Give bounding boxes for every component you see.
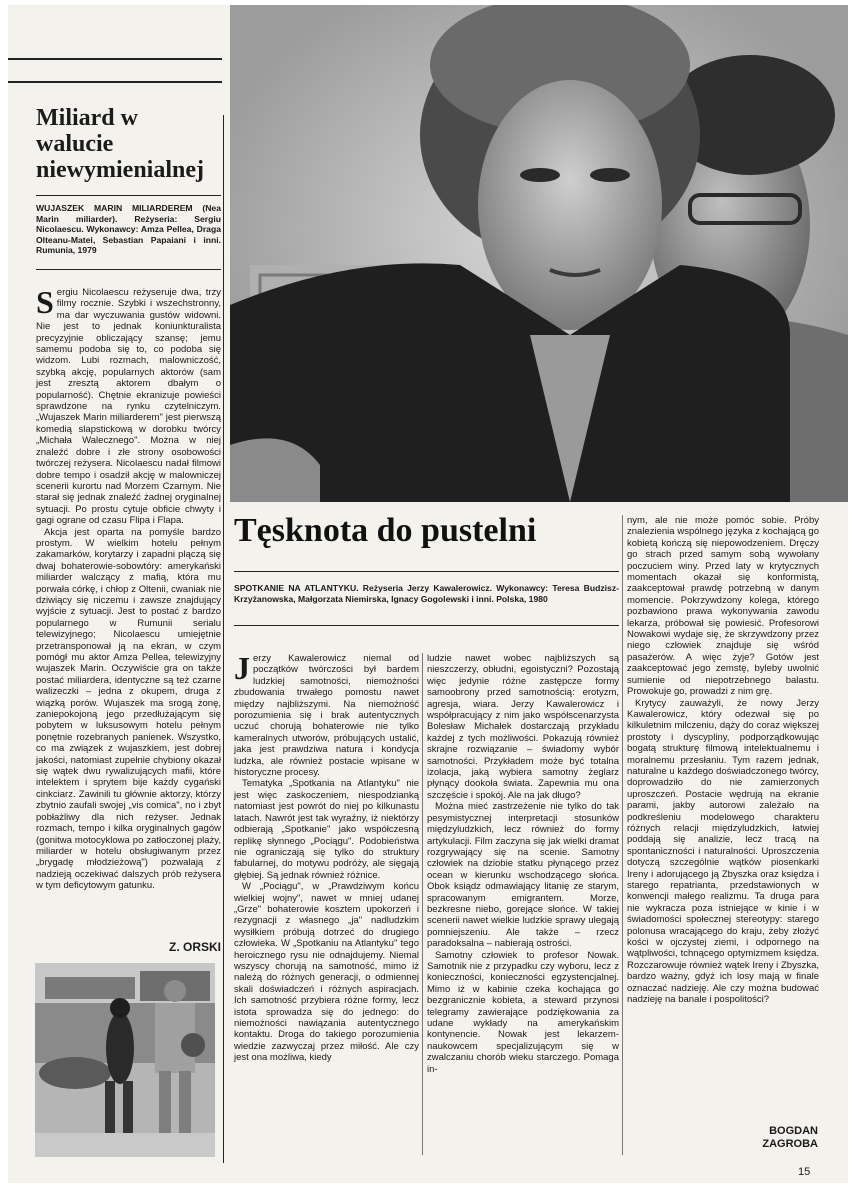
review1-dropcap: S bbox=[36, 284, 54, 320]
review1-body bbox=[36, 284, 221, 892]
page-number: 15 bbox=[798, 1166, 811, 1178]
review2-paragraph: ludzie nawet wobec najbliższych są nieszczerzy, obłudni, egoistyczni? Pozostają więc jedynie różne zastępcze formy samoobrony przed samotnością: erotyzm, agresja, wiara. Jerzy Kawalerowicz i współpracujący z nim jako współscenarzysta Bolesław Michałek dostarczają przykładu każdej z tych możliwości. Pokazują również skrajne rozwiązanie – świadomy wybór samotności. Przykładem może być totalna izolacja, jaką wybiera samotny żeglarz płynący dookoła świata. Zapewnia mu ona szczęście i spokój. Ale na jak długo? bbox=[427, 653, 619, 801]
review2-column-1 bbox=[234, 650, 419, 1064]
review2-column-3 bbox=[627, 515, 819, 1005]
review2-author-last: ZAGROBA bbox=[762, 1138, 818, 1150]
film-still-illustration bbox=[230, 5, 848, 502]
review1-paragraph: Akcja jest oparta na pomyśle bardzo prostym. W wielkim hotelu pełnym zakamarków, korytarzy i zapadni plączą się dwaj bohaterowie-sobowtóry: amerykański miliarder walczący z mafią, która mu porwała córkę, i chłop z Oltenii, cwaniak nie dziwiący się niczemu i zawsze znajdujący wyjście z sytuacji. Jest to postać z bardzo popularnego w Rumunii serialu telewizyjnego; Nicolaescu umiejętnie przetransponował ją na ekran, w czym pomógł mu aktor Amza Pellea, telewizyjny wujaszek Marin. Oczywiście gra on także postać miliardera, identyczne są też czarne walizeczki – jedna z okupem, druga z wiązką porów. Wujaszek ma srogą żonę, zaniepokojoną jego przedłużającym się pobytem w luksusowym hotelu pełnym ponętnie rozebranych panienek. Wszystko, co ma związek z wujaszkiem, jest dobrej jakości, natomiast zupełnie chybiony okazał się wątek dwu rywalizujących mafii, które intelektem i sprytem bije każdy cygański cinkciarz. Zawinili tu głównie aktorzy, którzy zbytnio zaufali swojej „vis comica", no i zbyt pobłażliwy dla nich reżyser. Jednak rozmach, tempo i kilka oryginalnych gagów (gonitwa motocyklowa po zatłoczonej plaży, miliarder w hotelu obsługiwanym przez „brygadę młodzieżową") pozwalają z nadzieją oczekiwać dalszych prób reżysera w tym deficytowym gatunku. bbox=[36, 526, 221, 892]
column-divider-left bbox=[223, 115, 224, 1163]
film-still-photo bbox=[230, 5, 848, 502]
review2-author-first: BOGDAN bbox=[769, 1125, 818, 1137]
review2-author bbox=[708, 1125, 818, 1151]
review2-headline: Tęsknota do pustelni bbox=[234, 512, 537, 549]
review2-paragraph: nym, ale nie może pomóc sobie. Próby znalezienia wspólnego języka z kochającą go kobietą kończą się niepowodzeniem. Dręczy go strach przed samym sobą wywołany poczuciem winy. Przed laty w krytycznych momentach okazał się konformistą, zaakceptował prawdę potrzebną w danym momencie. Pokrzywdzony kolega, którego pozbawiono prawa wykonywania zawodu lekarza, próbował się powiesić. Profesorowi Nowakowi wydaje się, że skrzywdzony przez niego człowiek znajduje się wśród pasażerów. A więc żyje? Gotów jest zaakceptować jego zemstę, byleby uwolnić sumienie od niepotrzebnego balastu. Prowokuje go, prowadzi z nim grę. bbox=[627, 515, 819, 698]
review1-author: Z. ORSKI bbox=[168, 940, 221, 954]
review1-headline: Miliard w walucie niewymienialnej bbox=[36, 105, 204, 183]
review1-paragraph: ergiu Nicolaescu reżyseruje dwa, trzy filmy rocznie. Szybki i wszechstronny, ma dar wyczuwania gustów widowni. Nie jest to jednak koniunkturalista precyzyjnie obliczający szansę; jemu samemu podoba się to, co podoba się widzom. Lubi rozmach, malowniczość, szybką akcję, popularnych aktorów (sam jest zresztą aktorem dbałym o popularność). Chętnie ekranizuje powieści sprawdzone na rynku czytelniczym. „Wujaszek Marin miliarderem" jest pierwszą komedią slapstickową w dorobku twórcy „Michała Walecznego". Można w niej znaleźć dobre i złe strony osobowości twórczej reżysera. Nicolaescu nadał filmowi dobre tempo i osadził akcję w malowniczej scenerii kurortu nad Morzem Czarnym. Nie starał się jednak znaleźć żadnej oryginalnej sytuacji. Po prostu cytuje obficie chwyty i gagi ograne od czasu Flipa i Flapa. bbox=[36, 287, 221, 527]
review2-paragraph: Samotny człowiek to profesor Nowak. Samotnik nie z przypadku czy wyboru, lecz z konieczności, konieczności egzystencjalnej. Mimo iż w kabinie czeka kochająca go bezgranicznie kobieta, a steward przynosi telegramy zawierające podziękowania za udane wykłady na amerykańskim kontynencie. Nowak jest lekarzem-naukowcem specjalizującym się w zwalczaniu chorób wieku starczego. Pomaga in- bbox=[427, 949, 619, 1075]
magazine-page bbox=[8, 5, 848, 1183]
header-rule-bottom bbox=[8, 81, 222, 83]
review2-paragraph: erzy Kawalerowicz niemal od początków twórczości był bardem ludzkiej samotności, niemożności zbudowania trwałego pomostu nawet między najbliższymi. Na niemożność porozumienia się i brak autentycznych uczuć chorują bohaterowie nie tylko kameralnych utworów, próbujących ustalić, jaka jest prawdziwa natura i kondycja ludzka, ale również postacie wpisane w historyczne procesy. bbox=[234, 653, 419, 779]
review2-paragraph: Można mieć zastrzeżenie nie tylko do tak pesymistycznej interpretacji stosunków międzyludzkich, lecz również do formy artykulacji. Film zaczyna się jak wielki dramat rozgrywający się na scenie. Samotny człowiek na dziobie statku płynącego przez ocean w kierunku wschodzącego słońca. Obok ksiądz odmawiający litanię ze starym, spracowanym emigrantem. Morze, bezkresne niebo, gorejące słońce. W takiej scenerii nawet wielkie ludzkie sprawy ulegają pomniejszeniu. Ale także – rzecz paradoksalna – nabierają ostrości. bbox=[427, 801, 619, 950]
review1-credits-rule bbox=[36, 269, 221, 270]
review2-credits-rule bbox=[234, 625, 619, 626]
review1-credits: WUJASZEK MARIN MILIARDEREM (Nea Marin miliarder). Reżyseria: Sergiu Nicolaescu. Wykonawcy: Amza Pellea, Draga Olteanu-Matei, Sebastian Papaiani i inni. Rumunia, 1979 bbox=[36, 203, 221, 256]
header-rule-top bbox=[8, 58, 222, 60]
review1-headline-rule bbox=[36, 195, 221, 196]
review2-credits: SPOTKANIE NA ATLANTYKU. Reżyseria Jerzy Kawalerowicz. Wykonawcy: Teresa Budzisz-Krzyżanowska, Małgorzata Niemirska, Ignacy Gogolewski i inni. Polska, 1980 bbox=[234, 583, 619, 604]
review2-headline-rule bbox=[234, 571, 619, 572]
review2-paragraph: Krytycy zauważyli, że nowy Jerzy Kawalerowicz, który odezwał się po kilkuletnim milczeniu, dąży do coraz większej prostoty i dyscypliny, podporządkowując bogatą strukturę filmową intelektualnemu i moralnemu przesłaniu. Tym razem jednak, naturalne u każdego doświadczonego twórcy, doprowadziło do nie zamierzonych uproszczeń. Postacie wędrują na ekranie parami, jakby autorowi zależało na podkreśleniu modelowego charakteru różnych relacji międzyludzkich, łatwiej poddają się analizie, lecz tracą na spontaniczności i naturalności. Uproszczenia dotyczą szczególnie wątków piosenkarki Ireny i adorującego ją Zbyszka oraz księdza i starego repatrianta, przedstawionych w konwencji małego realizmu. Ta druga para nie wykracza poza istniejące w kinie i w świadomości społecznej stereotypy: starego polonusa wracającego do kraju, żeby złożyć kości w ojczystej ziemi, i odpornego na wątpliwości, tchnącego optymizmem księdza. Rozczarowuje również wątek Ireny i Zbyszka, bardzo ważny, gdyż ich losy mają w finale oznaczać nadzieję. Ale czy można budować nadzieję na banale i pospolitości? bbox=[627, 697, 819, 1006]
review2-paragraph: Tematyka „Spotkania na Atlantyku" nie jest więc zaskoczeniem, niespodzianką natomiast jest powrót do niej po kilkunastu latach. Nawrót jest tak wyraźny, iż niektórzy odbierają „Spotkanie" jako współczesną replikę słynnego „Pociągu". Podobieństwa nie ograniczają się tylko do struktury fabularnej, do motywu podróży, ale sięgają głębiej. Są jednak również różnice. bbox=[234, 778, 419, 881]
column-divider-right bbox=[622, 515, 623, 1155]
column-divider-mid bbox=[422, 653, 423, 1155]
beach-scene-photo bbox=[35, 963, 215, 1157]
review2-column-2 bbox=[427, 653, 619, 1075]
review2-dropcap: J bbox=[234, 650, 250, 686]
beach-scene-illustration bbox=[35, 963, 215, 1157]
review2-paragraph: W „Pociągu", w „Prawdziwym końcu wielkiej wojny", nawet w mniej udanej „Grze" bohaterowie kosztem upokorzeń i rezygnacji z własnego „ja" nadludzkim wysiłkiem próbują dotrzeć do drugiego człowieka. W „Spotkaniu na Atlantyku" tego heroicznego rysu nie odnajdujemy. Niemal wszyscy chorują na samotność, mimo iż należą do różnych generacji, o odmiennej skali doświadczeń i różnych aspiracjach. Ich samotność przybiera różne formy, lecz istota sprowadza się do jednego: do niemożności nawiązania autentycznego kontaktu. Droga do takiego porozumienia wiedzie zazwyczaj przez miłość. Ale czy jest ona możliwa, kiedy bbox=[234, 881, 419, 1064]
